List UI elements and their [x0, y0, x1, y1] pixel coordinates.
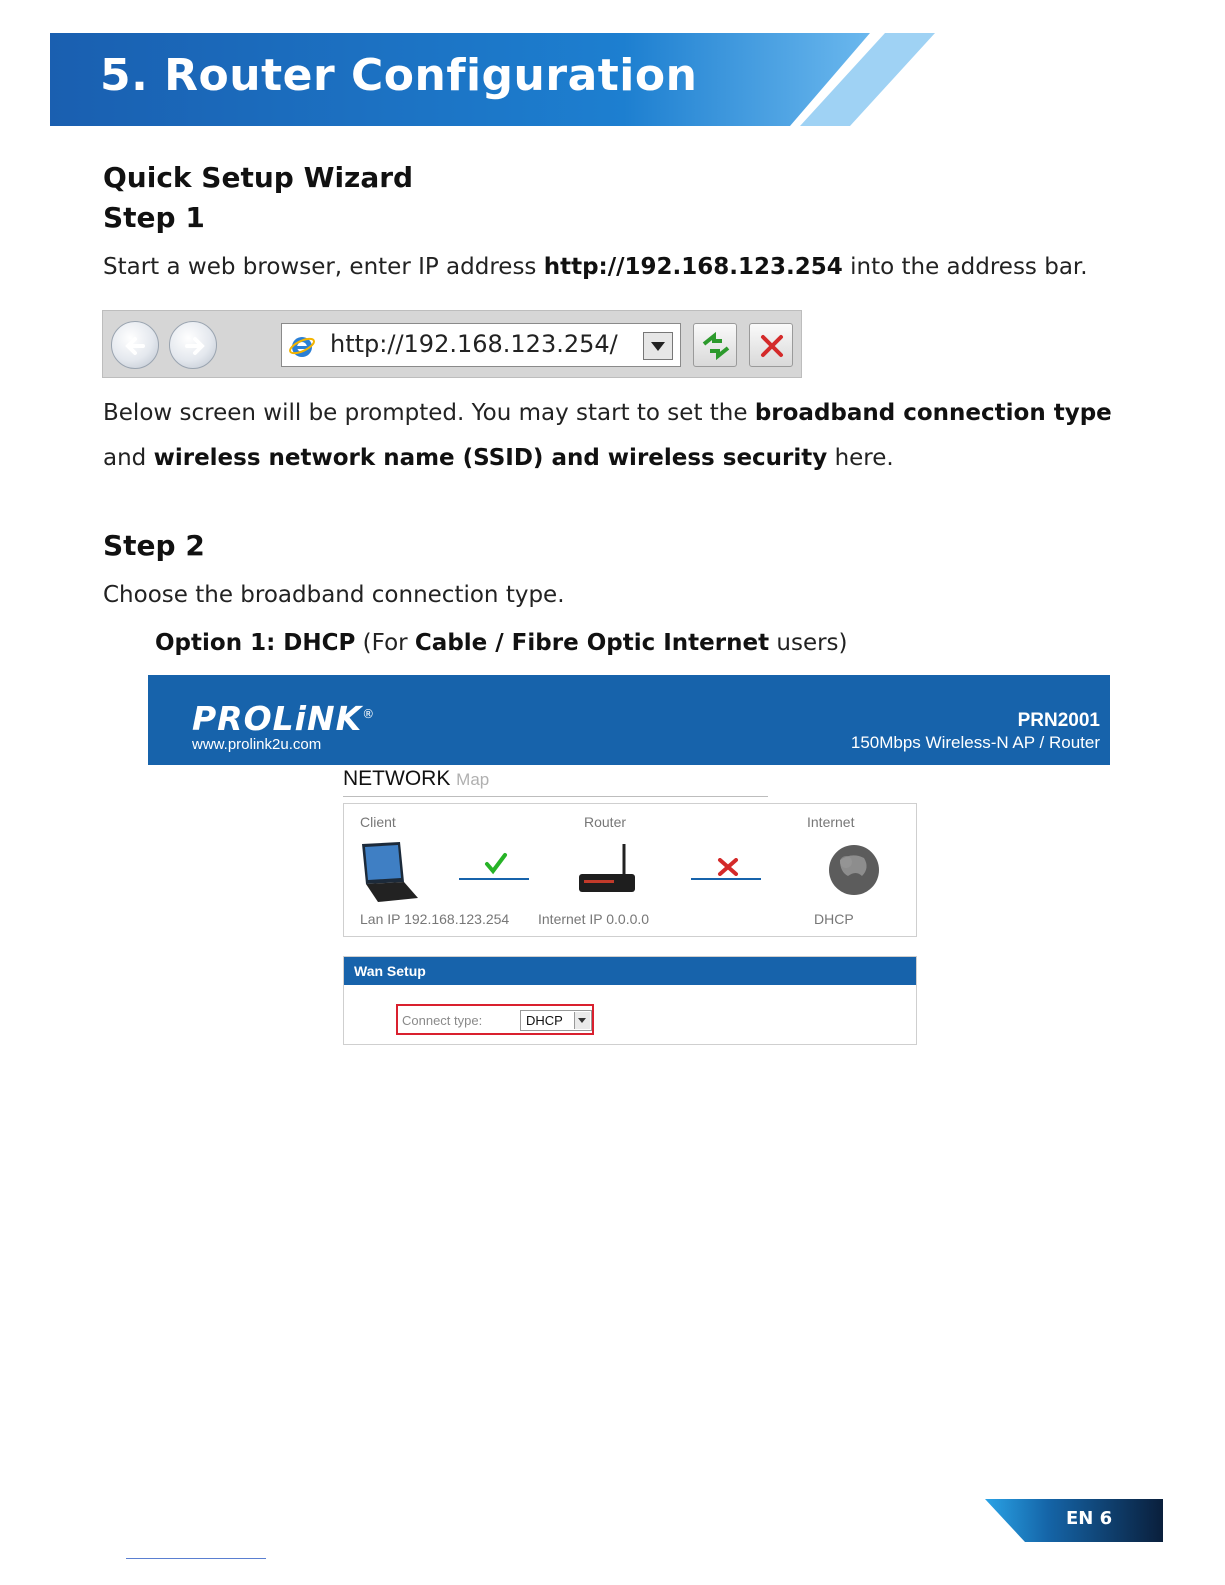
lan-ip: Lan IP 192.168.123.254 [360, 911, 510, 927]
connect-type-select[interactable] [520, 1010, 592, 1031]
globe-icon[interactable] [826, 842, 882, 898]
page-number: EN 6 [1066, 1508, 1113, 1529]
wan-setup-title: Wan Setup [354, 963, 426, 979]
address-bar[interactable] [281, 323, 681, 367]
footer-rule [126, 1558, 266, 1559]
option1-text: Option 1: DHCP (For Cable / Fibre Optic Internet users) [155, 630, 848, 656]
prompt-line2: and wireless network name (SSID) and wireless security here. [103, 445, 894, 471]
router-header [148, 675, 1110, 765]
laptop-icon[interactable] [356, 840, 420, 904]
wan-setup-header [344, 957, 916, 985]
connect-type-highlight [396, 1004, 594, 1035]
client-label: Client [360, 814, 396, 830]
model-description: 150Mbps Wireless-N AP / Router [850, 733, 1100, 752]
address-dropdown-button[interactable] [643, 332, 673, 360]
stop-icon [750, 324, 794, 368]
refresh-button[interactable] [693, 323, 737, 367]
chevron-down-icon[interactable] [574, 1012, 590, 1029]
wan-setup-panel [343, 956, 917, 1045]
connect-type-value: DHCP [526, 1013, 563, 1028]
internet-mode: DHCP [814, 911, 854, 927]
client-router-link [459, 878, 529, 880]
connect-type-label: Connect type: [402, 1013, 483, 1028]
back-arrow-icon [121, 331, 151, 361]
address-text: http://192.168.123.254/ [330, 330, 618, 358]
check-icon [484, 852, 508, 876]
step2-heading: Step 2 [103, 529, 205, 562]
forward-button[interactable] [169, 321, 217, 369]
page-title: 5. Router Configuration [100, 50, 698, 101]
stop-button[interactable] [749, 323, 793, 367]
refresh-icon [694, 324, 738, 368]
step2-text: Choose the broadband connection type. [103, 582, 565, 608]
brand-url: www.prolink2u.com [192, 736, 322, 753]
network-map-panel [343, 803, 917, 937]
router-internet-link [691, 878, 761, 880]
forward-arrow-icon [179, 331, 209, 361]
step1-heading: Step 1 [103, 201, 205, 234]
step1-text: Start a web browser, enter IP address http://192.168.123.254 into the address bar. [103, 254, 1088, 280]
back-button[interactable] [111, 321, 159, 369]
network-map-title: NETWORK Map [343, 767, 490, 790]
router-icon[interactable] [576, 842, 640, 900]
prompt-line1: Below screen will be prompted. You may start to set the broadband connection type [103, 400, 1112, 426]
section-title: Quick Setup Wizard [103, 161, 414, 194]
ie-icon [288, 332, 316, 360]
model-name: PRN2001 [1017, 710, 1100, 731]
browser-toolbar [102, 310, 802, 378]
internet-label: Internet [807, 814, 855, 830]
x-icon [717, 858, 739, 876]
prolink-logo: PROLiNK® [192, 699, 376, 738]
internet-ip: Internet IP 0.0.0.0 [538, 911, 650, 927]
router-label: Router [584, 814, 627, 830]
divider [343, 796, 768, 797]
